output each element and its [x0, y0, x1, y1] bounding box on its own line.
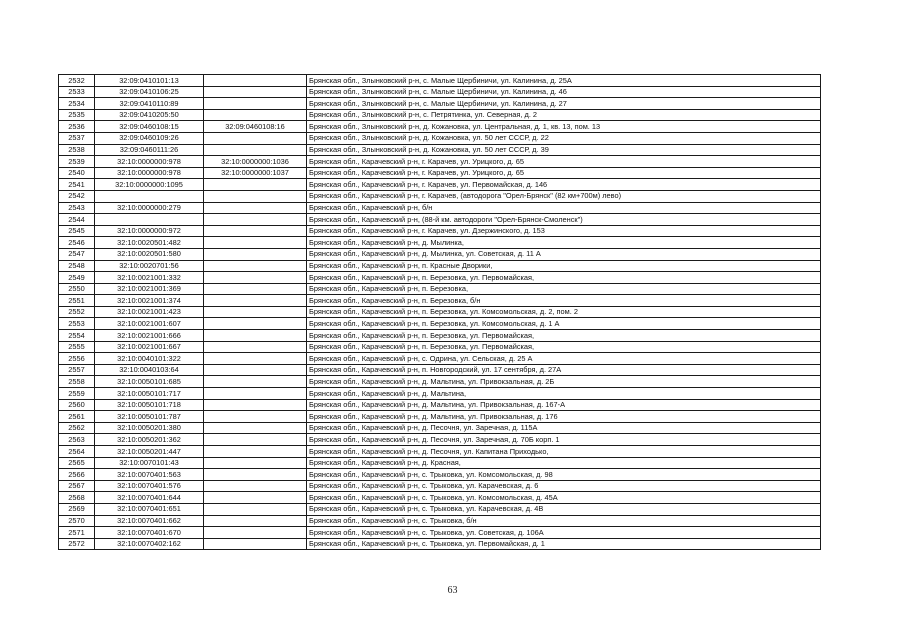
row-number-cell: 2534: [59, 98, 95, 110]
row-number-cell: 2533: [59, 86, 95, 98]
table-row: [59, 306, 821, 318]
address-cell: Брянская обл., Карачевский р-н, д. Мальтина, ул. Привокзальная, д. 167-А: [307, 399, 821, 411]
address-cell: Брянская обл., Карачевский р-н, п. Новгородский, ул. 17 сентября, д. 27А: [307, 364, 821, 376]
table-row: [59, 515, 821, 527]
cadastral-number-cell: 32:10:0070401:563: [95, 469, 204, 481]
cadastral-number-cell: 32:09:0460111:26: [95, 144, 204, 156]
previous-cadastral-number-cell: [204, 202, 307, 214]
row-number-cell: 2566: [59, 469, 95, 481]
address-cell: Брянская обл., Злынковский р-н, с. Малые Щербиничи, ул. Калинина, д. 46: [307, 86, 821, 98]
address-cell: Брянская обл., Карачевский р-н, г. Карачев, ул. Урицкого, д. 65: [307, 167, 821, 179]
cadastral-number-cell: 32:10:0070401:644: [95, 492, 204, 504]
row-number-cell: 2572: [59, 538, 95, 550]
previous-cadastral-number-cell: [204, 422, 307, 434]
address-cell: Брянская обл., Карачевский р-н, д. Мальтина, ул. Привокзальная, д. 2Б: [307, 376, 821, 388]
table-row: [59, 538, 821, 550]
page-number: 63: [447, 585, 458, 596]
table-row: [59, 469, 821, 481]
cadastral-number-cell: [95, 214, 204, 226]
address-cell: Брянская обл., Карачевский р-н, с. Трыковка, ул. Комсомольская, д. 98: [307, 469, 821, 481]
row-number-cell: 2548: [59, 260, 95, 272]
table-row: [59, 86, 821, 98]
table-row: [59, 388, 821, 400]
row-number-cell: 2550: [59, 283, 95, 295]
previous-cadastral-number-cell: [204, 388, 307, 400]
previous-cadastral-number-cell: [204, 98, 307, 110]
table-row: [59, 272, 821, 284]
address-cell: Брянская обл., Карачевский р-н, с. Трыковка, б/н: [307, 515, 821, 527]
row-number-cell: 2560: [59, 399, 95, 411]
table-row: [59, 75, 821, 87]
row-number-cell: 2546: [59, 237, 95, 249]
cadastral-number-cell: 32:10:0050101:787: [95, 411, 204, 423]
previous-cadastral-number-cell: [204, 283, 307, 295]
row-number-cell: 2537: [59, 132, 95, 144]
row-number-cell: 2538: [59, 144, 95, 156]
row-number-cell: 2545: [59, 225, 95, 237]
cadastral-number-cell: 32:10:0070401:662: [95, 515, 204, 527]
table-row: [59, 156, 821, 168]
address-cell: Брянская обл., Злынковский р-н, с. Петрятинка, ул. Северная, д. 2: [307, 109, 821, 121]
table-row: [59, 144, 821, 156]
address-cell: Брянская обл., Карачевский р-н, п. Березовка, ул. Комсомольская, д. 1 А: [307, 318, 821, 330]
cadastral-number-cell: 32:10:0021001:607: [95, 318, 204, 330]
address-cell: Брянская обл., Карачевский р-н, п. Березовка, ул. Первомайская,: [307, 341, 821, 353]
address-cell: Брянская обл., Карачевский р-н, с. Трыковка, ул. Первомайская, д. 1: [307, 538, 821, 550]
row-number-cell: 2539: [59, 156, 95, 168]
address-cell: Брянская обл., Карачевский р-н, с. Трыковка, ул. Карачевская, д. 4В: [307, 503, 821, 515]
row-number-cell: 2543: [59, 202, 95, 214]
row-number-cell: 2565: [59, 457, 95, 469]
row-number-cell: 2535: [59, 109, 95, 121]
address-cell: Брянская обл., Злынковский р-н, д. Кожановка, ул. 50 лет СССР, д. 39: [307, 144, 821, 156]
table-row: [59, 422, 821, 434]
previous-cadastral-number-cell: 32:10:0000000:1037: [204, 167, 307, 179]
table-row: [59, 353, 821, 365]
previous-cadastral-number-cell: 32:10:0000000:1036: [204, 156, 307, 168]
address-cell: Брянская обл., Карачевский р-н, д. Мылинка, ул. Советская, д. 11 А: [307, 248, 821, 260]
table-row: [59, 457, 821, 469]
cadastral-number-cell: 32:10:0050201:362: [95, 434, 204, 446]
row-number-cell: 2553: [59, 318, 95, 330]
table-row: [59, 179, 821, 191]
table-row: [59, 202, 821, 214]
cadastral-number-cell: 32:10:0021001:667: [95, 341, 204, 353]
cadastral-number-cell: 32:10:0070401:670: [95, 527, 204, 539]
previous-cadastral-number-cell: [204, 527, 307, 539]
table-row: [59, 480, 821, 492]
cadastral-number-cell: 32:10:0021001:369: [95, 283, 204, 295]
address-cell: Брянская обл., Карачевский р-н, б/н: [307, 202, 821, 214]
row-number-cell: 2556: [59, 353, 95, 365]
previous-cadastral-number-cell: [204, 341, 307, 353]
cadastral-number-cell: 32:10:0021001:666: [95, 330, 204, 342]
address-cell: Брянская обл., Карачевский р-н, д. Мальтина, ул. Привокзальная, д. 176: [307, 411, 821, 423]
previous-cadastral-number-cell: [204, 144, 307, 156]
table-row: [59, 434, 821, 446]
previous-cadastral-number-cell: [204, 411, 307, 423]
row-number-cell: 2547: [59, 248, 95, 260]
previous-cadastral-number-cell: [204, 86, 307, 98]
address-cell: Брянская обл., Карачевский р-н, д. Мылинка,: [307, 237, 821, 249]
cadastral-number-cell: 32:09:0410110:89: [95, 98, 204, 110]
address-cell: Брянская обл., Карачевский р-н, г. Карачев, ул. Урицкого, д. 65: [307, 156, 821, 168]
row-number-cell: 2557: [59, 364, 95, 376]
cadastral-number-cell: 32:10:0020501:482: [95, 237, 204, 249]
row-number-cell: 2541: [59, 179, 95, 191]
address-cell: Брянская обл., Карачевский р-н, п. Березовка, б/н: [307, 295, 821, 307]
address-cell: Брянская обл., Карачевский р-н, п. Березовка, ул. Первомайская,: [307, 330, 821, 342]
address-cell: Брянская обл., Карачевский р-н, (88-й км. автодороги "Орел-Брянск-Смоленск"): [307, 214, 821, 226]
address-cell: Брянская обл., Карачевский р-н, г. Карачев, (автодорога "Орел-Брянск" (82 км+700м) лево): [307, 190, 821, 202]
previous-cadastral-number-cell: [204, 399, 307, 411]
previous-cadastral-number-cell: [204, 376, 307, 388]
previous-cadastral-number-cell: [204, 364, 307, 376]
previous-cadastral-number-cell: [204, 480, 307, 492]
table-row: [59, 214, 821, 226]
row-number-cell: 2549: [59, 272, 95, 284]
previous-cadastral-number-cell: [204, 446, 307, 458]
previous-cadastral-number-cell: [204, 318, 307, 330]
row-number-cell: 2569: [59, 503, 95, 515]
previous-cadastral-number-cell: [204, 248, 307, 260]
table-row: [59, 399, 821, 411]
table-row: [59, 283, 821, 295]
previous-cadastral-number-cell: [204, 109, 307, 121]
previous-cadastral-number-cell: 32:09:0460108:16: [204, 121, 307, 133]
table-row: [59, 132, 821, 144]
address-cell: Брянская обл., Карачевский р-н, д. Песочня, ул. Капитана Приходько,: [307, 446, 821, 458]
previous-cadastral-number-cell: [204, 272, 307, 284]
cadastral-number-cell: 32:09:0460108:15: [95, 121, 204, 133]
registry-table: [58, 74, 821, 550]
previous-cadastral-number-cell: [204, 260, 307, 272]
row-number-cell: 2536: [59, 121, 95, 133]
registry-table-body: [59, 75, 821, 550]
row-number-cell: 2568: [59, 492, 95, 504]
row-number-cell: 2571: [59, 527, 95, 539]
address-cell: Брянская обл., Карачевский р-н, г. Карачев, ул. Первомайская, д. 146: [307, 179, 821, 191]
table-row: [59, 190, 821, 202]
cadastral-number-cell: 32:10:0050101:717: [95, 388, 204, 400]
table-row: [59, 330, 821, 342]
cadastral-number-cell: 32:10:0070401:576: [95, 480, 204, 492]
table-row: [59, 225, 821, 237]
address-cell: Брянская обл., Карачевский р-н, г. Карачев, ул. Дзержинского, д. 153: [307, 225, 821, 237]
cadastral-number-cell: 32:10:0021001:374: [95, 295, 204, 307]
cadastral-number-cell: 32:10:0050201:447: [95, 446, 204, 458]
cadastral-number-cell: 32:10:0021001:332: [95, 272, 204, 284]
row-number-cell: 2540: [59, 167, 95, 179]
address-cell: Брянская обл., Карачевский р-н, с. Одрина, ул. Сельская, д. 25 А: [307, 353, 821, 365]
table-row: [59, 237, 821, 249]
cadastral-number-cell: [95, 190, 204, 202]
cadastral-number-cell: 32:10:0000000:1095: [95, 179, 204, 191]
address-cell: Брянская обл., Карачевский р-н, с. Трыковка, ул. Комсомольская, д. 45А: [307, 492, 821, 504]
table-row: [59, 98, 821, 110]
address-cell: Брянская обл., Карачевский р-н, п. Красные Дворики,: [307, 260, 821, 272]
cadastral-number-cell: 32:10:0040103:64: [95, 364, 204, 376]
previous-cadastral-number-cell: [204, 469, 307, 481]
row-number-cell: 2542: [59, 190, 95, 202]
row-number-cell: 2563: [59, 434, 95, 446]
row-number-cell: 2544: [59, 214, 95, 226]
previous-cadastral-number-cell: [204, 225, 307, 237]
table-row: [59, 109, 821, 121]
cadastral-number-cell: 32:10:0070401:651: [95, 503, 204, 515]
previous-cadastral-number-cell: [204, 306, 307, 318]
cadastral-number-cell: 32:10:0021001:423: [95, 306, 204, 318]
row-number-cell: 2567: [59, 480, 95, 492]
table-row: [59, 121, 821, 133]
cadastral-number-cell: 32:10:0050201:380: [95, 422, 204, 434]
table-row: [59, 503, 821, 515]
table-row: [59, 364, 821, 376]
cadastral-number-cell: 32:10:0000000:972: [95, 225, 204, 237]
cadastral-number-cell: 32:10:0020501:580: [95, 248, 204, 260]
cadastral-number-cell: 32:10:0000000:279: [95, 202, 204, 214]
cadastral-number-cell: 32:10:0020701:56: [95, 260, 204, 272]
row-number-cell: 2532: [59, 75, 95, 87]
previous-cadastral-number-cell: [204, 503, 307, 515]
previous-cadastral-number-cell: [204, 295, 307, 307]
previous-cadastral-number-cell: [204, 538, 307, 550]
row-number-cell: 2570: [59, 515, 95, 527]
previous-cadastral-number-cell: [204, 190, 307, 202]
table-row: [59, 527, 821, 539]
address-cell: Брянская обл., Карачевский р-н, с. Трыковка, ул. Карачевская, д. 6: [307, 480, 821, 492]
row-number-cell: 2554: [59, 330, 95, 342]
row-number-cell: 2561: [59, 411, 95, 423]
address-cell: Брянская обл., Злынковский р-н, с. Малые Щербиничи, ул. Калинина, д. 27: [307, 98, 821, 110]
address-cell: Брянская обл., Карачевский р-н, д. Красная,: [307, 457, 821, 469]
previous-cadastral-number-cell: [204, 353, 307, 365]
cadastral-number-cell: 32:10:0050101:718: [95, 399, 204, 411]
row-number-cell: 2551: [59, 295, 95, 307]
address-cell: Брянская обл., Карачевский р-н, д. Песочня, ул. Заречная, д. 70Б корп. 1: [307, 434, 821, 446]
address-cell: Брянская обл., Злынковский р-н, д. Кожановка, ул. 50 лет СССР, д. 22: [307, 132, 821, 144]
cadastral-number-cell: 32:10:0070402:162: [95, 538, 204, 550]
previous-cadastral-number-cell: [204, 492, 307, 504]
cadastral-number-cell: 32:10:0000000:978: [95, 167, 204, 179]
table-row: [59, 248, 821, 260]
table-row: [59, 295, 821, 307]
table-row: [59, 167, 821, 179]
row-number-cell: 2559: [59, 388, 95, 400]
address-cell: Брянская обл., Карачевский р-н, д. Мальтина,: [307, 388, 821, 400]
address-cell: Брянская обл., Карачевский р-н, с. Трыковка, ул. Советская, д. 106А: [307, 527, 821, 539]
previous-cadastral-number-cell: [204, 330, 307, 342]
address-cell: Брянская обл., Карачевский р-н, п. Березовка,: [307, 283, 821, 295]
previous-cadastral-number-cell: [204, 132, 307, 144]
table-row: [59, 492, 821, 504]
previous-cadastral-number-cell: [204, 515, 307, 527]
address-cell: Брянская обл., Злынковский р-н, д. Кожановка, ул. Центральная, д. 1, кв. 13, пом. 13: [307, 121, 821, 133]
address-cell: Брянская обл., Карачевский р-н, п. Березовка, ул. Первомайская,: [307, 272, 821, 284]
address-cell: Брянская обл., Злынковский р-н, с. Малые Щербиничи, ул. Калинина, д. 25А: [307, 75, 821, 87]
previous-cadastral-number-cell: [204, 237, 307, 249]
cadastral-number-cell: 32:10:0070101:43: [95, 457, 204, 469]
cadastral-number-cell: 32:09:0410101:13: [95, 75, 204, 87]
cadastral-number-cell: 32:09:0410106:25: [95, 86, 204, 98]
table-row: [59, 376, 821, 388]
row-number-cell: 2564: [59, 446, 95, 458]
address-cell: Брянская обл., Карачевский р-н, п. Березовка, ул. Комсомольская, д. 2, пом. 2: [307, 306, 821, 318]
previous-cadastral-number-cell: [204, 179, 307, 191]
cadastral-number-cell: 32:10:0040101:322: [95, 353, 204, 365]
table-row: [59, 341, 821, 353]
previous-cadastral-number-cell: [204, 434, 307, 446]
table-row: [59, 446, 821, 458]
cadastral-number-cell: 32:10:0050101:685: [95, 376, 204, 388]
cadastral-number-cell: 32:09:0410205:50: [95, 109, 204, 121]
table-row: [59, 260, 821, 272]
row-number-cell: 2555: [59, 341, 95, 353]
row-number-cell: 2562: [59, 422, 95, 434]
table-row: [59, 318, 821, 330]
cadastral-number-cell: 32:09:0460109:26: [95, 132, 204, 144]
address-cell: Брянская обл., Карачевский р-н, д. Песочня, ул. Заречная, д. 115А: [307, 422, 821, 434]
table-row: [59, 411, 821, 423]
previous-cadastral-number-cell: [204, 214, 307, 226]
previous-cadastral-number-cell: [204, 457, 307, 469]
row-number-cell: 2558: [59, 376, 95, 388]
row-number-cell: 2552: [59, 306, 95, 318]
cadastral-number-cell: 32:10:0000000:978: [95, 156, 204, 168]
previous-cadastral-number-cell: [204, 75, 307, 87]
